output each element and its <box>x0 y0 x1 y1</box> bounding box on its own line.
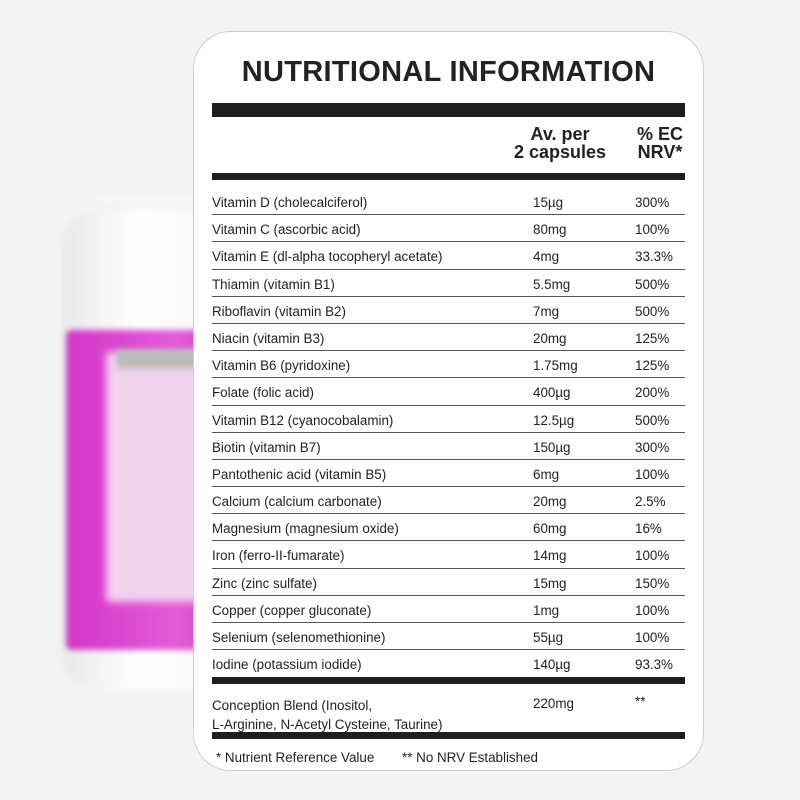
nutrient-amount: 15mg <box>533 575 567 591</box>
nutrient-nrv: 125% <box>635 330 670 346</box>
nutrient-amount: 1.75mg <box>533 358 578 374</box>
table-row <box>212 188 685 215</box>
nutrient-amount: 80mg <box>533 222 567 238</box>
nutrient-amount: 60mg <box>533 521 567 537</box>
nutrient-name: Pantothenic acid (vitamin B5) <box>212 466 387 482</box>
nutrient-name: Iron (ferro-II-fumarate) <box>212 548 345 564</box>
footnote-nrv: * Nutrient Reference Value <box>216 750 375 766</box>
table-row <box>212 242 685 269</box>
panel-title: NUTRITIONAL INFORMATION <box>241 56 656 88</box>
column-header-nrv-line1: % EC <box>636 124 683 144</box>
nutrient-nrv: 100% <box>635 466 670 482</box>
nutrient-amount: 55µg <box>533 630 564 645</box>
nutrient-amount: 5.5mg <box>533 276 571 292</box>
blend-name <box>212 696 442 734</box>
column-header-amount-line1: Av. per <box>530 124 590 144</box>
nutrient-name: Iodine (potassium iodide) <box>212 657 362 673</box>
column-header-amount <box>504 125 616 161</box>
nutrient-amount: 15µg <box>533 195 564 210</box>
nutrient-nrv: 16% <box>635 521 662 537</box>
table-row <box>212 541 685 568</box>
nutrient-nrv: 300% <box>635 195 670 210</box>
nutrient-amount: 140µg <box>533 657 571 673</box>
nutrient-amount: 14mg <box>533 548 567 564</box>
nutrient-nrv: 125% <box>635 358 670 374</box>
nutrient-nrv: 500% <box>635 303 670 319</box>
table-row <box>212 433 685 460</box>
nutrient-name: Calcium (calcium carbonate) <box>212 494 382 510</box>
nutrient-nrv: 2.5% <box>635 494 666 510</box>
nutrient-amount: 7mg <box>533 303 560 319</box>
table-header <box>212 117 685 173</box>
nutrient-nrv: 100% <box>635 602 670 618</box>
table-row <box>212 406 685 433</box>
table-row <box>212 324 685 351</box>
nutrient-nrv: 93.3% <box>635 657 673 673</box>
column-header-nrv <box>622 125 698 161</box>
blend-nrv: ** <box>635 694 646 710</box>
nutrient-name: Vitamin D (cholecalciferol) <box>212 195 368 210</box>
table-row <box>212 297 685 324</box>
column-header-amount-line2: 2 capsules <box>513 142 607 162</box>
blend-divider <box>212 677 685 684</box>
nutrition-panel <box>193 31 704 771</box>
nutrient-table <box>212 188 685 677</box>
nutrient-amount: 20mg <box>533 330 567 346</box>
table-row <box>212 650 685 677</box>
column-header-nrv-line2: NRV* <box>637 142 683 162</box>
table-row <box>212 487 685 514</box>
table-row <box>212 270 685 297</box>
nutrient-name: Niacin (vitamin B3) <box>212 330 325 346</box>
footnotes <box>212 739 685 779</box>
footnote-no-nrv: ** No NRV Established <box>402 750 538 766</box>
nutrient-amount: 1mg <box>533 602 560 618</box>
nutrient-amount: 4mg <box>533 249 560 265</box>
table-row <box>212 378 685 405</box>
nutrient-name: Zinc (zinc sulfate) <box>212 575 317 591</box>
nutrient-name: Vitamin E (dl-alpha tocopheryl acetate) <box>212 249 443 265</box>
nutrient-name: Riboflavin (vitamin B2) <box>212 303 346 319</box>
nutrient-amount: 6mg <box>533 466 560 482</box>
table-row <box>212 569 685 596</box>
blend-name-line1: Conception Blend (Inositol, <box>212 698 373 714</box>
nutrient-name: Thiamin (vitamin B1) <box>212 276 335 292</box>
nutrient-name: Selenium (selenomethionine) <box>212 630 386 645</box>
blend-amount: 220mg <box>533 696 574 712</box>
table-row <box>212 623 685 650</box>
table-row <box>212 596 685 623</box>
title-divider <box>212 103 685 117</box>
nutrient-name: Vitamin C (ascorbic acid) <box>212 222 361 238</box>
nutrient-nrv: 100% <box>635 630 670 645</box>
nutrient-nrv: 300% <box>635 439 670 455</box>
nutrient-name: Vitamin B6 (pyridoxine) <box>212 358 351 374</box>
nutrient-nrv: 150% <box>635 575 670 591</box>
nutrient-nrv: 33.3% <box>635 249 673 265</box>
table-row <box>212 514 685 541</box>
nutrient-amount: 12.5µg <box>533 412 575 428</box>
header-divider <box>212 173 685 180</box>
table-row <box>212 351 685 378</box>
nutrient-name: Magnesium (magnesium oxide) <box>212 521 399 537</box>
table-row <box>212 460 685 487</box>
nutrient-amount: 400µg <box>533 385 571 401</box>
blend-name-line2: L-Arginine, N-Acetyl Cysteine, Taurine) <box>212 717 443 733</box>
nutrient-nrv: 500% <box>635 276 670 292</box>
nutrient-name: Copper (copper gluconate) <box>212 602 372 618</box>
blend-row <box>212 684 685 732</box>
nutrient-amount: 20mg <box>533 494 567 510</box>
table-row <box>212 215 685 242</box>
nutrient-nrv: 200% <box>635 385 670 401</box>
nutrient-name: Biotin (vitamin B7) <box>212 439 321 455</box>
nutrient-nrv: 100% <box>635 548 670 564</box>
nutrient-name: Vitamin B12 (cyanocobalamin) <box>212 412 394 428</box>
nutrient-amount: 150µg <box>533 439 571 455</box>
nutrient-nrv: 100% <box>635 222 670 238</box>
nutrient-nrv: 500% <box>635 412 670 428</box>
nutrient-name: Folate (folic acid) <box>212 385 314 401</box>
